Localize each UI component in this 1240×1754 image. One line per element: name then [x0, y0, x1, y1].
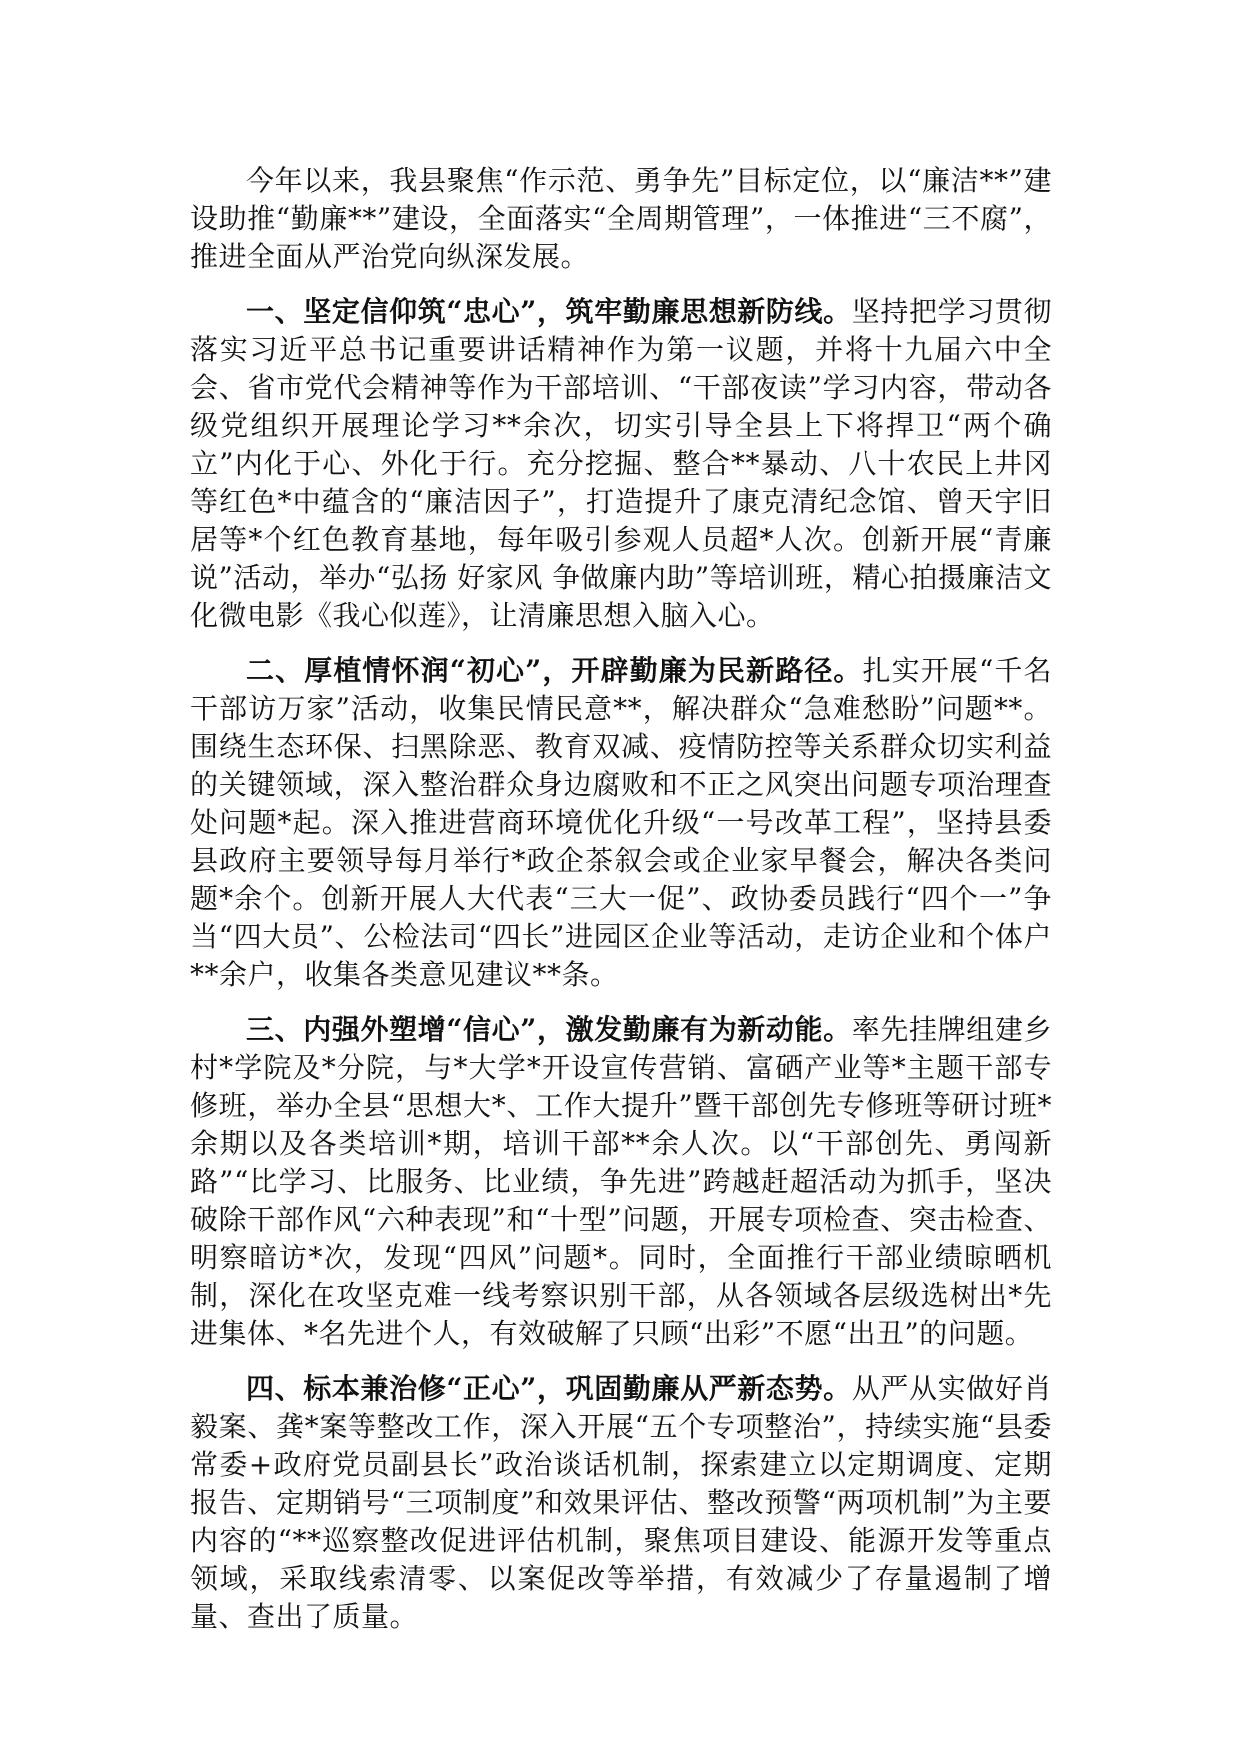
intro-paragraph: 今年以来，我县聚焦“作示范、勇争先”目标定位，以“廉洁**”建设助推“勤廉**”建设，全面落实“全周期管理”，一体推进“三不腐”，推进全面从严治党向纵深发展。	[190, 164, 1052, 273]
section-heading-1: 一、坚定信仰筑“忠心”，筑牢勤廉思想新防线。	[246, 295, 852, 328]
section-paragraph-4	[190, 1370, 1052, 1636]
section-body-4: 从严从实做好肖毅案、龚*案等整改工作，深入开展“五个专项整治”，持续实施“县委常委+政府党员副县长”政治谈话机制，探索建立以定期调度、定期报告、定期销号“三项制度”和效果评估、整改预警“两项机制”为主要内容的“**巡察整改促进评估机制，聚焦项目建设、能源开发等重点领域，采取线索清零、以案促改等举措，有效减少了存量遏制了增量、查出了质量。	[190, 1372, 1052, 1633]
section-heading-4: 四、标本兼治修“正心”，巩固勤廉从严新态势。	[246, 1372, 852, 1405]
section-paragraph-3	[190, 1011, 1052, 1353]
section-paragraph-2	[190, 652, 1052, 994]
document-page	[190, 162, 1052, 1653]
section-paragraph-1	[190, 293, 1052, 635]
section-heading-2: 二、厚植情怀润“初心”，开辟勤廉为民新路径。	[246, 654, 863, 687]
section-body-3: 率先挂牌组建乡村*学院及*分院，与*大学*开设宣传营销、富硒产业等*主题干部专修班，举办全县“思想大*、工作大提升”暨干部创先专修班等研讨班*余期以及各类培训*期，培训干部**余人次。以“干部创先、勇闯新路”“比学习、比服务、比业绩，争先进”跨越赶超活动为抓手，坚决破除干部作风“六种表现”和“十型”问题，开展专项检查、突击检查、明察暗访*次，发现“四风”问题*。同时，全面推行干部业绩晾晒机制，深化在攻坚克难一线考察识别干部，从各领域各层级选树出*先进集体、*名先进个人，有效破解了只顾“出彩”不愿“出丑”的问题。	[190, 1013, 1052, 1350]
section-body-1: 坚持把学习贯彻落实习近平总书记重要讲话精神作为第一议题，并将十九届六中全会、省市党代会精神等作为干部培训、“干部夜读”学习内容，带动各级党组织开展理论学习**余次，切实引导全县上下将捍卫“两个确立”内化于心、外化于行。充分挖掘、整合**暴动、八十农民上井冈等红色*中蕴含的“廉洁因子”，打造提升了康克清纪念馆、曾天宇旧居等*个红色教育基地，每年吸引参观人员超*人次。创新开展“青廉说”活动，举办“弘扬 好家风 争做廉内助”等培训班，精心拍摄廉洁文化微电影《我心似莲》，让清廉思想入脑入心。	[190, 295, 1052, 632]
section-heading-3: 三、内强外塑增“信心”，激发勤廉有为新动能。	[246, 1013, 852, 1046]
section-body-2: 扎实开展“千名干部访万家”活动，收集民情民意**，解决群众“急难愁盼”问题**。围绕生态环保、扫黑除恶、教育双减、疫情防控等关系群众切实利益的关键领域，深入整治群众身边腐败和不正之风突出问题专项治理查处问题*起。深入推进营商环境优化升级“一号改革工程”，坚持县委县政府主要领导每月举行*政企茶叙会或企业家早餐会，解决各类问题*余个。创新开展人大代表“三大一促”、政协委员践行“四个一”争当“四大员”、公检法司“四长”进园区企业等活动，走访企业和个体户**余户，收集各类意见建议**条。	[190, 654, 1052, 991]
